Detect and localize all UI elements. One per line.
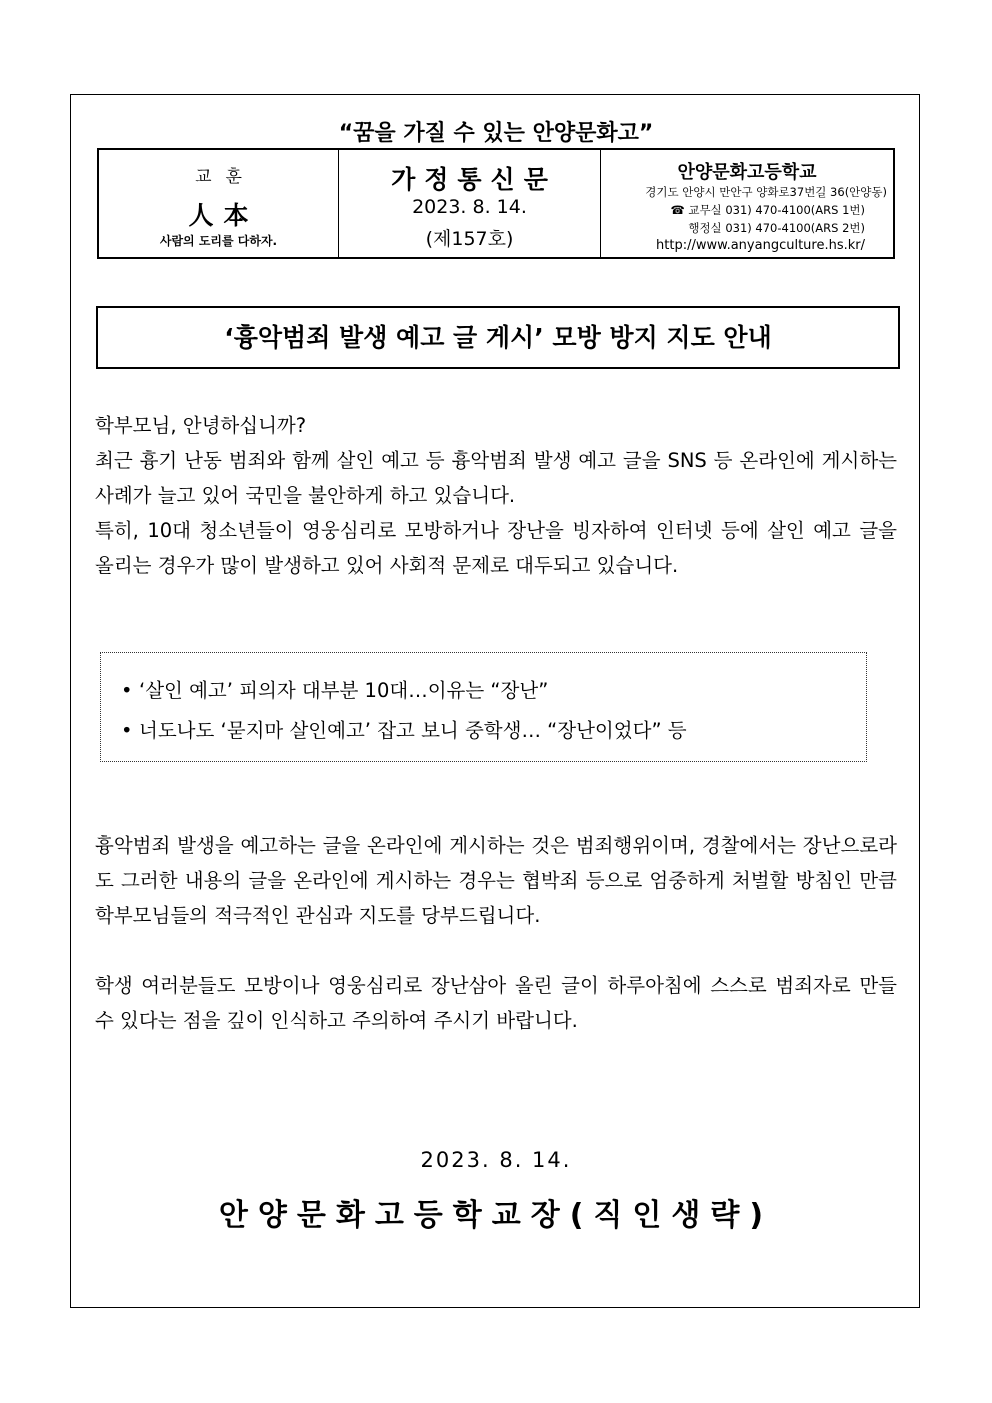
newsletter-date: 2023. 8. 14. — [412, 196, 527, 218]
greeting: 학부모님, 안녕하십니까? — [95, 414, 307, 437]
signature-name: 안양문화고등학교장(직인생략) — [218, 1198, 774, 1233]
motto-subtitle: 사람의 도리를 다하자. — [159, 234, 278, 248]
school-name: 안양문화고등학교 — [677, 162, 817, 183]
newsletter-issue: (제157호) — [425, 228, 514, 250]
bullet-icon: • — [121, 679, 133, 702]
news-headline-item — [121, 675, 548, 703]
news-headline-text: ‘살인 예고’ 피의자 대부분 10대…이유는 “장난” — [139, 679, 549, 702]
newsletter-title-cell — [339, 150, 601, 257]
newsletter-title: 가정통신문 — [391, 165, 557, 194]
phone-office: ☎ 교무실 031) 470-4100(ARS 1번) — [670, 203, 865, 217]
school-address: 경기도 안양시 만안구 양화로37번길 36(안양동) — [645, 185, 887, 199]
school-motto-banner: “꿈을 가질 수 있는 안양문화고” — [338, 121, 654, 146]
paragraph-3: 흉악범죄 발생을 예고하는 글을 온라인에 게시하는 것은 범죄행위이며, 경찰에서는 장난으로라도 그러한 내용의 글을 온라인에 게시하는 경우는 협박죄 등으로 엄중하게 처벌할 방침인 만큼 학부모님들의 적극적인 관심과 지도를 당부드립니다. — [95, 834, 897, 927]
document-title: ‘흉악범죄 발생 예고 글 게시’ 모방 방지 지도 안내 — [96, 306, 900, 369]
phone-admin: 행정실 031) 470-4100(ARS 2번) — [688, 221, 865, 235]
school-info-cell — [601, 150, 893, 257]
news-headline-item — [121, 715, 687, 743]
paragraph-4: 학생 여러분들도 모방이나 영웅심리로 장난삼아 올린 글이 하루아침에 스스로 범죄자로 만들 수 있다는 점을 깊이 인식하고 주의하여 주시기 바랍니다. — [95, 974, 897, 1032]
news-headlines-box — [100, 652, 867, 762]
paragraph-1: 최근 흉기 난동 범죄와 함께 살인 예고 등 흉악범죄 발생 예고 글을 SNS 등 온라인에 게시하는 사례가 늘고 있어 국민을 불안하게 하고 있습니다. — [95, 449, 897, 507]
motto-main: 人本 — [188, 201, 259, 230]
paragraph-2: 특히, 10대 청소년들이 영웅심리로 모방하거나 장난을 빙자하여 인터넷 등에 살인 예고 글을 올리는 경우가 많이 발생하고 있어 사회적 문제로 대두되고 있습니다. — [95, 519, 897, 577]
news-headline-text: 너도나도 ‘묻지마 살인예고’ 잡고 보니 중학생… “장난이었다” 등 — [139, 719, 687, 742]
school-website-link[interactable]: http://www.anyangculture.hs.kr/ — [656, 238, 865, 253]
bullet-icon: • — [121, 719, 133, 742]
signature-date: 2023. 8. 14. — [420, 1148, 572, 1172]
motto-label: 교훈 — [195, 167, 256, 187]
newsletter-header — [97, 148, 895, 259]
school-motto-cell — [99, 150, 339, 257]
